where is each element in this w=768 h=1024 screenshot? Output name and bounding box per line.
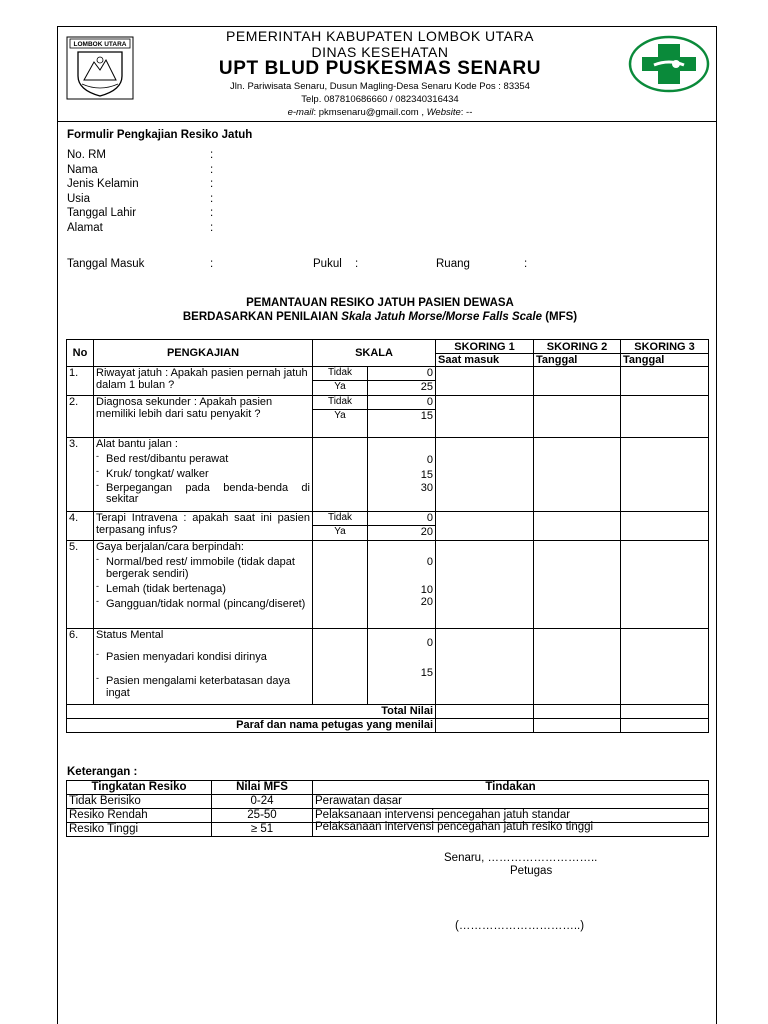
risk-level: Tidak Berisiko [67,795,212,809]
score-cell[interactable] [436,629,534,705]
field-label-tanggal-lahir: Tanggal Lahir [67,207,137,219]
row-item: - Pasien menyadari kondisi dirinya [96,651,310,663]
row-item: - Gangguan/tidak normal (pincang/diseret) [96,598,310,610]
row-text [94,629,313,705]
keterangan-title: Keterangan : [67,766,138,778]
score-cell[interactable] [534,367,621,396]
field-colon: : [210,207,214,219]
header-skoring-1: SKORING 1 [436,340,534,354]
scale-value: 0 [368,512,436,526]
scale-value: 0 [426,556,434,568]
field-label-nama: Nama [67,164,98,176]
field-label-jenis-kelamin: Jenis Kelamin [67,178,139,190]
row-no: 5. [67,541,94,629]
signature-role: Petugas [510,865,553,877]
scale-value: 0 [426,637,434,649]
risk-level-table [66,780,709,837]
score-cell[interactable] [621,396,709,438]
row-no: 2. [67,396,94,438]
row-item: - Normal/bed rest/ immobile (tidak dapat bergerak sendiri) [96,556,310,580]
label-ya: Ya [313,526,368,541]
field-colon: : [524,258,528,270]
action-text: Perawatan dasar [313,795,709,809]
row-text [94,438,313,512]
scale-value: 15 [420,667,434,679]
row-item: - Berpegangan pada benda-benda di sekitar [96,483,310,505]
mfs-value: ≥ 51 [212,823,313,837]
row-item: - Kruk/ tongkat/ walker [96,468,310,480]
label-ya: Ya [313,381,368,396]
header-pengkajian: PENGKAJIAN [94,340,313,367]
puskesmas-logo-icon [628,35,710,93]
scale-blank [313,438,368,512]
form-title: Formulir Pengkajian Resiko Jatuh [67,129,253,141]
score-cell[interactable] [621,367,709,396]
assessment-table [66,339,709,733]
scale-value: 30 [420,482,434,494]
row-heading: Gaya berjalan/cara berpindah: [96,541,244,553]
field-label-tanggal-masuk: Tanggal Masuk [67,258,145,270]
score-cell[interactable] [436,396,534,438]
score-cell[interactable] [436,512,534,541]
scale-value: 25 [368,381,436,396]
field-colon: : [210,193,214,205]
field-colon: : [210,149,214,161]
score-cell[interactable] [534,705,621,719]
signature-name-line: (…………………………..) [455,920,585,932]
row-no: 4. [67,512,94,541]
scale-blank [313,629,368,705]
subtitle-scale-name: Skala Jatuh Morse/Morse Falls Scale [341,311,542,323]
row-text: Riwayat jatuh : Apakah pasien pernah jatuh dalam 1 bulan ? [94,367,313,396]
header-phone: Telp. 087810686660 / 082340316434 [301,94,459,105]
subtitle-part-3: (MFS) [542,311,578,323]
label-tidak: Tidak [313,512,368,526]
action-header: Tindakan [313,781,709,795]
header-divider [57,121,717,122]
label-tidak: Tidak [313,367,368,381]
mfs-value: 0-24 [212,795,313,809]
header-institution: UPT BLUD PUSKESMAS SENARU [218,58,542,79]
scale-value: 20 [368,526,436,541]
scale-value: 0 [368,396,436,410]
label-ya: Ya [313,410,368,438]
score-cell[interactable] [621,705,709,719]
row-heading: Alat bantu jalan : [96,438,178,450]
signature-place-date: Senaru, ……………………….. [444,852,598,864]
action-text: Pelaksanaan intervensi pencegahan jatuh standar [313,809,709,823]
scale-values [368,541,436,629]
row-item: - Lemah (tidak bertenaga) [96,583,310,595]
signature-cell[interactable] [436,719,534,733]
header-skala: SKALA [313,340,436,367]
signature-cell[interactable] [621,719,709,733]
header-government: PEMERINTAH KABUPATEN LOMBOK UTARA [226,28,534,44]
scale-value: 0 [368,367,436,381]
row-no: 6. [67,629,94,705]
section-title: PEMANTAUAN RESIKO JATUH PASIEN DEWASA [246,297,514,309]
header-department: DINAS KESEHATAN [311,44,449,60]
regency-emblem-icon [66,36,134,100]
email-value: : pkmsenaru@gmail.com , [313,107,424,118]
risk-header: Tingkatan Resiko [67,781,212,795]
mfs-value: 25-50 [212,809,313,823]
scale-values [368,438,436,512]
field-label-usia: Usia [67,193,91,205]
scale-value: 15 [368,410,436,438]
score-cell[interactable] [534,541,621,629]
header-skoring-3: SKORING 3 [621,340,709,354]
row-heading: Status Mental [96,629,164,641]
field-label-alamat: Alamat [67,222,103,234]
field-colon: : [210,178,214,190]
field-colon: : [210,164,214,176]
row-no: 3. [67,438,94,512]
header-address: Jln. Pariwisata Senaru, Dusun Magling-Desa Senaru Kode Pos : 83354 [230,81,530,92]
row-item: - Bed rest/dibantu perawat [96,453,310,465]
score-cell[interactable] [621,512,709,541]
field-label-ruang: Ruang [436,258,470,270]
section-subtitle [140,311,620,323]
score-cell[interactable] [534,396,621,438]
scale-values [368,629,436,705]
field-colon: : [210,258,214,270]
row-text [94,541,313,629]
scale-value: 0 [426,454,434,466]
field-colon: : [210,222,214,234]
total-label: Total Nilai [67,705,436,719]
score-cell[interactable] [436,541,534,629]
score-cell[interactable] [436,705,534,719]
row-text: Diagnosa sekunder : Apakah pasien memiliki lebih dari satu penyakit ? [94,396,313,438]
logo-left-text: LOMBOK UTARA [73,41,127,48]
score-cell[interactable] [621,541,709,629]
mfs-header: Nilai MFS [212,781,313,795]
field-label-pukul: Pukul [313,258,342,270]
email-label: e-mail [287,107,314,118]
header-tanggal-2: Tanggal [534,354,621,367]
header-contact [140,107,620,118]
risk-level: Resiko Tinggi [67,823,212,837]
scale-value: 15 [420,469,434,481]
score-cell[interactable] [436,438,534,512]
website-label: Website [426,107,461,118]
scale-blank [313,541,368,629]
website-value: : -- [460,107,473,118]
score-cell[interactable] [621,629,709,705]
row-text: Terapi Intravena : apakah saat ini pasien terpasang infus? [94,512,313,541]
row-no: 1. [67,367,94,396]
score-cell[interactable] [534,512,621,541]
scale-value: 10 [420,584,434,596]
action-text: Pelaksanaan intervensi pencegahan jatuh resiko tinggi [313,823,709,837]
row-item: - Pasien mengalami keterbatasan daya ingat [96,675,310,699]
label-tidak: Tidak [313,396,368,410]
risk-level: Resiko Rendah [67,809,212,823]
header-no: No [67,340,94,367]
field-colon: : [355,258,359,270]
header-tanggal-3: Tanggal [621,354,709,367]
scale-value: 20 [420,596,434,608]
score-cell[interactable] [621,438,709,512]
signature-cell[interactable] [534,719,621,733]
field-label-no-rm: No. RM [67,149,106,161]
score-cell[interactable] [534,629,621,705]
subtitle-part-1: BERDASARKAN PENILAIAN [182,311,342,323]
score-cell[interactable] [534,438,621,512]
header-saat-masuk: Saat masuk [436,354,534,367]
header-skoring-2: SKORING 2 [534,340,621,354]
score-cell[interactable] [436,367,534,396]
paraf-label: Paraf dan nama petugas yang menilai [67,719,436,733]
